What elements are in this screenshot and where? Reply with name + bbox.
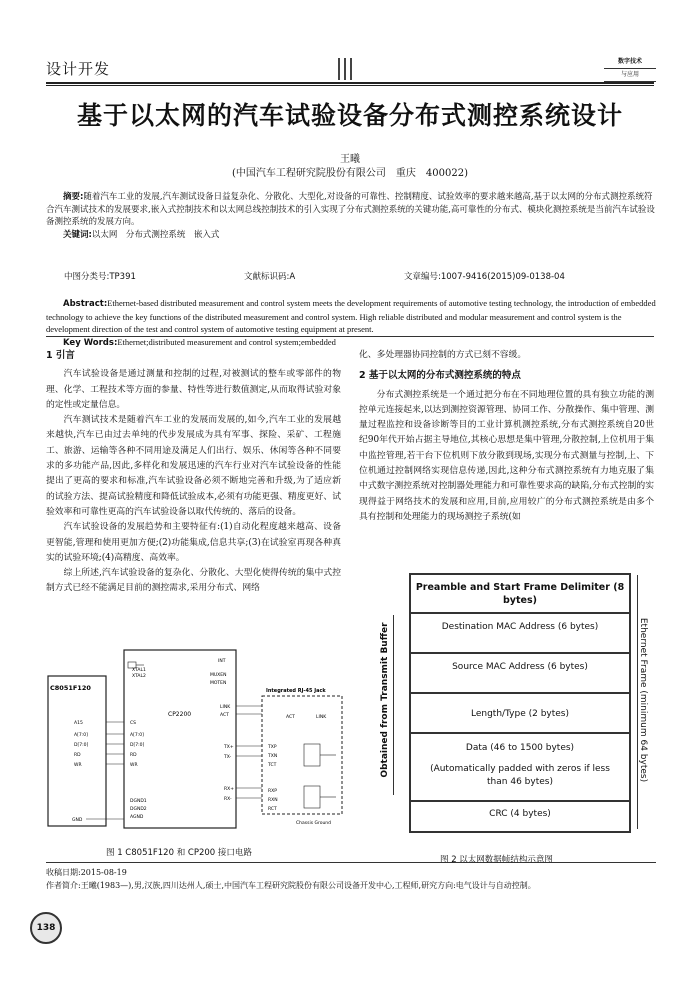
journal-logo (604, 56, 656, 82)
chip-pin-rxp: RX+ (224, 787, 234, 792)
transformer-rx (304, 786, 320, 808)
figure-1-caption: 图 1 C8051F120 和 CP200 接口电路 (106, 848, 252, 858)
rj-pin-rxp: RXP (268, 789, 277, 794)
sec1-para-2: 汽车测试技术是随着汽车工业的发展而发展的,如今,汽车工业的发展越来越快,汽车已由过去单纯的代步发展成为具有军事、探险、采矿、工程施工、旅游、运输等各种不同用途及满足人们出行、娱乐、休闲等各种不同要求的多功能产品,因此,多样化和发展迅速的汽车行业对汽车试验设备的性能提出了更高的要求和标准,汽车试验设备必须不断地完善和升级,为了适应新的试验方法、提高试验精度和降低试验成本,必须有功能更强、精度更好、试验效率和可靠性更高的汽车试验设备以取代传统的、落后的设备。 (46, 415, 341, 517)
article-number: 文章编号:1007-9416(2015)09-0138-04 (404, 272, 565, 282)
abstract-label: 摘要: (63, 192, 84, 202)
right-top-text: 化、多处理器协同控制的方式已刻不容缓。 (359, 350, 527, 360)
chip-pin-txn: TX- (224, 755, 232, 760)
pin-xtal1: XTAL1 (132, 668, 146, 673)
author-bio: 作者简介:王曦(1983—),男,汉族,四川达州人,硕士,中国汽车工程研究院股份有限公司设备开发中心,工程师,研究方向:电气设计与自动控制。 (46, 881, 536, 890)
frame-box (409, 573, 631, 833)
fig2-right-label: Ethernet Frame (minimum 64 bytes) (638, 617, 648, 783)
author: 王曦 (340, 154, 360, 165)
chip-pin-txp: TX+ (224, 745, 234, 750)
rj-pin-tct: TCT (268, 763, 277, 768)
mcu-pin-a15: A15 (74, 721, 83, 726)
chip-pin-dgnd1: DGND1 (130, 799, 147, 804)
header-rule-thin (46, 85, 654, 86)
mcu-label: C8051F120 (50, 684, 91, 692)
affiliation: (中国汽车工程研究院股份有限公司 重庆 400022) (232, 168, 468, 179)
rj-pin-txn: TXN (268, 754, 278, 759)
chip-label: CP2200 (168, 711, 192, 718)
rj45-label: Integrated RJ-45 Jack (266, 688, 326, 694)
fig2-left-label: Obtained from Transmit Buffer (380, 622, 390, 778)
gnd-label: GND (72, 818, 83, 823)
mcu-pin-wr: WR (74, 763, 82, 768)
chassis-ground-label: Chassis Ground (296, 821, 332, 826)
figure-1 (46, 640, 346, 840)
chip-pin-int: INT (218, 659, 226, 664)
circuit-diagram (46, 640, 346, 840)
footer-rule (46, 862, 656, 863)
journal-logo-line1: 数字技术 (604, 56, 656, 69)
left-column (46, 348, 341, 597)
eng-keywords-label: Key Words: (63, 337, 118, 348)
frame-row-src-mac: Source MAC Address (6 bytes) (411, 654, 629, 694)
section-2-title: 2 基于以太网的分布式测控系统的特点 (359, 370, 521, 382)
chip-pin-d: D[7:0] (130, 743, 145, 748)
english-abstract (46, 297, 656, 349)
keywords: 以太网 分布式测控系统 嵌入式 (91, 229, 220, 240)
chip-pin-dgnd2: DGND2 (130, 807, 147, 812)
rj-pin-rct: RCT (268, 807, 277, 812)
chip-pin-wr: WR (130, 763, 138, 768)
frame-data-label: Data (46 to 1500 bytes) (465, 743, 575, 753)
chip-pin-muxen: MUXEN (210, 673, 227, 678)
chip-pin-a: A[7:0] (130, 733, 144, 738)
keywords-label: 关键词: (63, 229, 92, 240)
rj-pin-rxn: RXN (268, 798, 278, 803)
sec2-para: 分布式测控系统是一个通过把分布在不同地理位置的具有独立功能的测控单元连接起来,以达到测控资源管理、协同工作、分散操作、集中管理、测量过程监控和设备诊断等目的工业计算机测控系统,分布式测控系统自20世纪90年代开始占据主导地位,其核心思想是集中管理,分散控制,上位机用于集中监控管理,若干台下位机则下放分散到现场,实现分布式测量与控制,上、下位机通过控制网络实现信息传递,因此,这种分布式测控系统有力地克服了集中式数字测控系统对控制器处理能力和可靠性要求高的缺陷,分布式控制的实现得益于网络技术的发展和应用,目前,应用较广的分布式测控系统是由多个具有控制和处理能力的现场测控子系统(如 (359, 389, 654, 522)
mcu-pin-a: A[7:0] (74, 733, 88, 738)
chip-pin-rxn: RX- (224, 797, 232, 802)
frame-row-crc: CRC (4 bytes) (489, 809, 551, 819)
received-date: 收稿日期:2015-08-19 (46, 868, 127, 877)
header-decoration (338, 58, 356, 84)
pin-xtal2: XTAL2 (132, 674, 146, 679)
sec1-para-3: 汽车试验设备的发展趋势和主要特征有:(1)自动化程度越来越高、设备更智能,管理和使用更加方便;(2)功能集成,信息共享;(3)在试验室再现各种真实的试验环境;(4)高精度、高效率。 (46, 522, 341, 563)
mcu-block (48, 676, 106, 826)
frame-row-dest-mac: Destination MAC Address (6 bytes) (411, 614, 629, 654)
eng-abstract-label: Abstract: (63, 299, 108, 309)
frame-row-preamble: Preamble and Start Frame Delimiter (8 bytes) (411, 575, 629, 614)
frame-row-data (411, 734, 629, 802)
eng-abstract-text: Ethernet-based distributed measurement and control system meets the development requirements of automotive testing technology, the introduction of embedded technology to achieve the key functions of the distributed measurement and control system. High reliable distributed and modular measurement and control system is the development direction of the test and control system of automotive testing equipment at present. (46, 298, 656, 334)
chip-pin-cs: CS (130, 721, 136, 726)
mcu-pin-d: D[7:0] (74, 743, 89, 748)
chip-pin-agnd: AGND (130, 815, 144, 820)
rj-pin-act: ACT (286, 715, 295, 720)
chip-pin-link: LINK (220, 705, 231, 710)
page-number: 138 (30, 912, 62, 944)
rj-pin-link: LINK (316, 715, 327, 720)
chip-pin-act: ACT (220, 713, 229, 718)
header-rule (46, 82, 654, 84)
eng-keywords: Ethernet;distributed measurement and control system;embedded (117, 336, 336, 347)
section-1-title: 1 引言 (46, 350, 75, 361)
abstract-text: 随着汽车工业的发展,汽车测试设备日益复杂化、分散化、大型化,对设备的可靠性、控制精度、试验效率的要求越来越高,基于以太网的分布式测控系统符合汽车测试技术的发展要求,嵌入式控制技术和以太网总线控制技术的引入实现了分布式测控系统的关键功能,高可靠性的分布式、模块化测控系统是当前汽车试验设备测控系统的发展方向。 (46, 192, 655, 227)
mcu-pin-rd: RD (74, 753, 81, 758)
document-code: 文献标识码:A (244, 272, 296, 282)
chip-pin-rd: RD (130, 753, 137, 758)
chip-pin-moten: MOTEN (210, 681, 227, 686)
transformer-tx (304, 744, 320, 766)
paper-title: 基于以太网的汽车试验设备分布式测控系统设计 (76, 101, 623, 130)
sec1-para-1: 汽车试验设备是通过测量和控制的过程,对被测试的整车或零部件的物理、化学、工程技术等方面的参量、特性等进行数值测定,从而取得试验对象的定性或定量信息。 (46, 369, 341, 410)
right-column (359, 348, 654, 525)
figure-2-caption: 图 2 以太网数据帧结构示意图 (440, 855, 553, 865)
rj-pin-txp: TXP (268, 745, 277, 750)
journal-logo-line2: 与应用 (604, 69, 656, 82)
sec1-para-4: 综上所述,汽车试验设备的复杂化、分散化、大型化使得传统的集中式控制方式已经不能满足目前的测控需求,采用分布式、网络 (46, 568, 341, 594)
section-label: 设计开发 (46, 60, 111, 78)
abstract-divider (46, 336, 654, 337)
frame-row-length-type: Length/Type (2 bytes) (411, 694, 629, 734)
clc-code: 中图分类号:TP391 (64, 272, 136, 282)
abstract (46, 191, 656, 241)
frame-data-note: (Automatically padded with zeros if less than 46 bytes) (430, 764, 610, 787)
figure-2 (371, 567, 671, 847)
